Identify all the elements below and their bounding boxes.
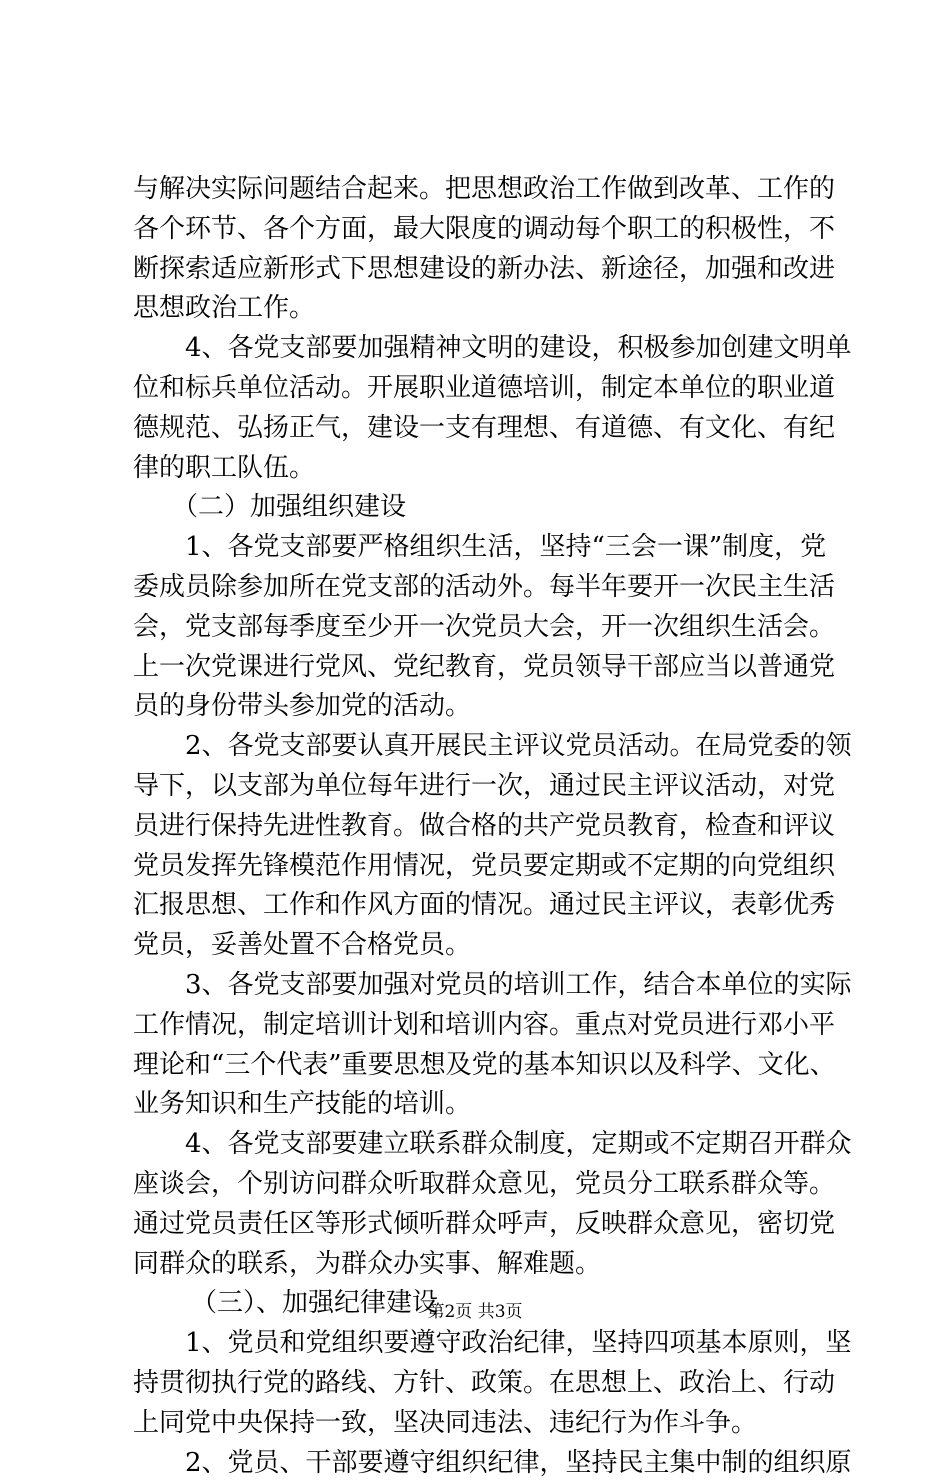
text-line: 会，党支部每季度至少开一次党员大会，开一次组织生活会。 bbox=[133, 608, 853, 648]
paragraph-start-line: 1、各党支部要严格组织生活，坚持“三会一课”制度，党 bbox=[133, 528, 853, 568]
text-line: 座谈会，个别访问群众听取群众意见，党员分工联系群众等。 bbox=[133, 1165, 853, 1205]
paragraph-start-line: 4、各党支部要建立联系群众制度，定期或不定期召开群众 bbox=[133, 1125, 853, 1165]
text-line: 上一次党课进行党风、党纪教育，党员领导干部应当以普通党 bbox=[133, 648, 853, 688]
document-body bbox=[133, 170, 853, 1483]
text-line: 员进行保持先进性教育。做合格的共产党员教育，检查和评议 bbox=[133, 807, 853, 847]
paragraph-start-line: 4、各党支部要加强精神文明的建设，积极参加创建文明单 bbox=[133, 329, 853, 369]
text-line: 德规范、弘扬正气，建设一支有理想、有道德、有文化、有纪 bbox=[133, 409, 853, 449]
paragraph-start-line: 2、各党支部要认真开展民主评议党员活动。在局党委的领 bbox=[133, 727, 853, 767]
text-line: 通过党员责任区等形式倾听群众呼声，反映群众意见，密切党 bbox=[133, 1205, 853, 1245]
paragraph-start-line: 2、党员、干部要遵守组织纪律，坚持民主集中制的组织原 bbox=[133, 1444, 853, 1483]
paragraph-start-line: 3、各党支部要加强对党员的培训工作，结合本单位的实际 bbox=[133, 966, 853, 1006]
text-line: 上同党中央保持一致，坚决同违法、违纪行为作斗争。 bbox=[133, 1404, 853, 1444]
text-line: 工作情况，制定培训计划和培训内容。重点对党员进行邓小平 bbox=[133, 1006, 853, 1046]
page-number-footer: 第2页 共3页 bbox=[0, 1300, 950, 1324]
text-line: 导下，以支部为单位每年进行一次，通过民主评议活动，对党 bbox=[133, 767, 853, 807]
text-line: 党员，妥善处置不合格党员。 bbox=[133, 926, 853, 966]
text-line: 思想政治工作。 bbox=[133, 289, 853, 329]
text-line: 同群众的联系，为群众办实事、解难题。 bbox=[133, 1245, 853, 1285]
section-heading: （三）、加强纪律建设 bbox=[133, 1284, 853, 1324]
text-line: 汇报思想、工作和作风方面的情况。通过民主评议，表彰优秀 bbox=[133, 886, 853, 926]
section-heading: （二）加强组织建设 bbox=[133, 488, 853, 528]
text-line: 位和标兵单位活动。开展职业道德培训，制定本单位的职业道 bbox=[133, 369, 853, 409]
text-line: 各个环节、各个方面，最大限度的调动每个职工的积极性，不 bbox=[133, 210, 853, 250]
text-line: 与解决实际问题结合起来。把思想政治工作做到改革、工作的 bbox=[133, 170, 853, 210]
text-line: 业务知识和生产技能的培训。 bbox=[133, 1085, 853, 1125]
text-line: 委成员除参加所在党支部的活动外。每半年要开一次民主生活 bbox=[133, 568, 853, 608]
text-line: 理论和“三个代表”重要思想及党的基本知识以及科学、文化、 bbox=[133, 1046, 853, 1086]
text-line: 持贯彻执行党的路线、方针、政策。在思想上、政治上、行动 bbox=[133, 1364, 853, 1404]
paragraph-start-line: 1、党员和党组织要遵守政治纪律，坚持四项基本原则，坚 bbox=[133, 1324, 853, 1364]
text-line: 断探索适应新形式下思想建设的新办法、新途径，加强和改进 bbox=[133, 250, 853, 290]
text-line: 党员发挥先锋模范作用情况，党员要定期或不定期的向党组织 bbox=[133, 847, 853, 887]
text-line: 员的身份带头参加党的活动。 bbox=[133, 687, 853, 727]
text-line: 律的职工队伍。 bbox=[133, 449, 853, 489]
